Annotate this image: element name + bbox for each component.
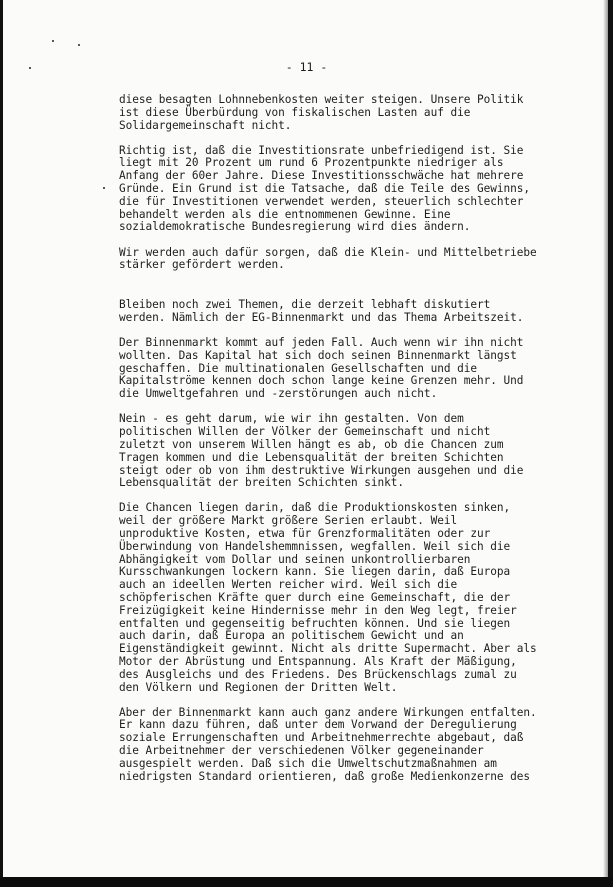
paragraph: Aber der Binnenmarkt kann auch ganz andere Wirkungen entfalten. Er kann dazu führen, daß unter dem Vorwand der Deregulierung soziale Errungenschaften und Arbeitnehmerrechte abgebaut, daß die Arbeitnehmer der verschiedenen Völker gegeneinander ausgespielt werden. Daß sich die Umweltschutzmaßnahmen am niedrigsten Standard orientieren, daß große Medienkonzerne des	[119, 705, 537, 783]
scan-speck	[52, 40, 54, 42]
paragraph: Bleiben noch zwei Themen, die derzeit lebhaft diskutiert werden. Nämlich der EG-Binnenmarkt und das Thema Arbeitszeit.	[119, 298, 524, 324]
paragraph: Wir werden auch dafür sorgen, daß die Klein- und Mittelbetriebe stärker gefördert werden.	[119, 245, 537, 272]
paragraph: Richtig ist, daß die Investitionsrate unbefriedigend ist. Sie liegt mit 20 Prozent um rund 6 Prozentpunkte niedriger als Anfang der 60er Jahre. Diese Investitionsschwäche hat mehrere Gründe. Ein Grund ist die Tatsache, daß die Teile des Gewinns, die für Investitionen verwendet werden, steuerlich schlechter behandelt werden als die entnommenen Gewinne. Eine sozialdemokratische Bundesregierung wird dies ändern.	[119, 143, 530, 234]
paragraph: Der Binnenmarkt kommt auf jeden Fall. Auch wenn wir ihn nicht wollten. Das Kapital hat sich doch seinen Binnenmarkt längst geschaffen. Die multinationalen Gesellschaften und die Kapitalströme kennen doch schon lange keine Grenzen mehr. Und die Umweltgefahren und -zerstörungen auch nicht.	[119, 336, 524, 401]
page-number: - 11 -	[285, 60, 328, 74]
paragraph: diese besagten Lohnnebenkosten weiter steigen. Unsere Politik ist diese Überbürdung von fiskalischen Lasten auf die Solidargemeinschaft nicht.	[119, 93, 524, 132]
paragraph: Nein - es geht darum, wie wir ihn gestalten. Von dem politischen Willen der Völker der Gemeinschaft und nicht zuletzt von unserem Willen hängt es ab, ob die Chancen zum Tragen kommen und die Lebensqualität der breiten Schichten steigt oder ob von ihm destruktive Wirkungen ausgehen und die Lebensqualität der breiten Schichten sinkt.	[119, 412, 524, 490]
scan-edge-bottom	[0, 877, 613, 887]
paragraph: Die Chancen liegen darin, daß die Produktionskosten sinken, weil der größere Markt größere Serien erlaubt. Weil unproduktive Kosten, etwa für Grenzformalitäten oder zur Überwindung von Handelshemmnissen, wegfallen. Weil sich die Abhängigkeit vom Dollar und seinen unkontrollierbaren Kursschwankungen lockern kann. Sie liegen darin, daß Europa auch an ideellen Werten reicher wird. Weil sich die schöpferischen Kräfte quer durch eine Gemeinschaft, die der Freizügigkeit keine Hindernisse mehr in den Weg legt, freier entfalten und gegenseitig befruchten können. Und sie liegen auch darin, daß Europa an politischem Gewicht und an Eigenständigkeit gewinnt. Nicht als dritte Supermacht. Aber als Motor der Abrüstung und Entspannung. Als Kraft der Mäßigung, des Ausgleichs und des Friedens. Des Brückenschlags zumal zu den Völkern und Regionen der Dritten Welt.	[119, 501, 537, 694]
scan-edge-right	[608, 0, 613, 887]
scan-edge-left	[0, 0, 3, 887]
body-text	[119, 94, 569, 796]
scan-speck	[78, 44, 80, 46]
scan-speck	[103, 187, 105, 189]
